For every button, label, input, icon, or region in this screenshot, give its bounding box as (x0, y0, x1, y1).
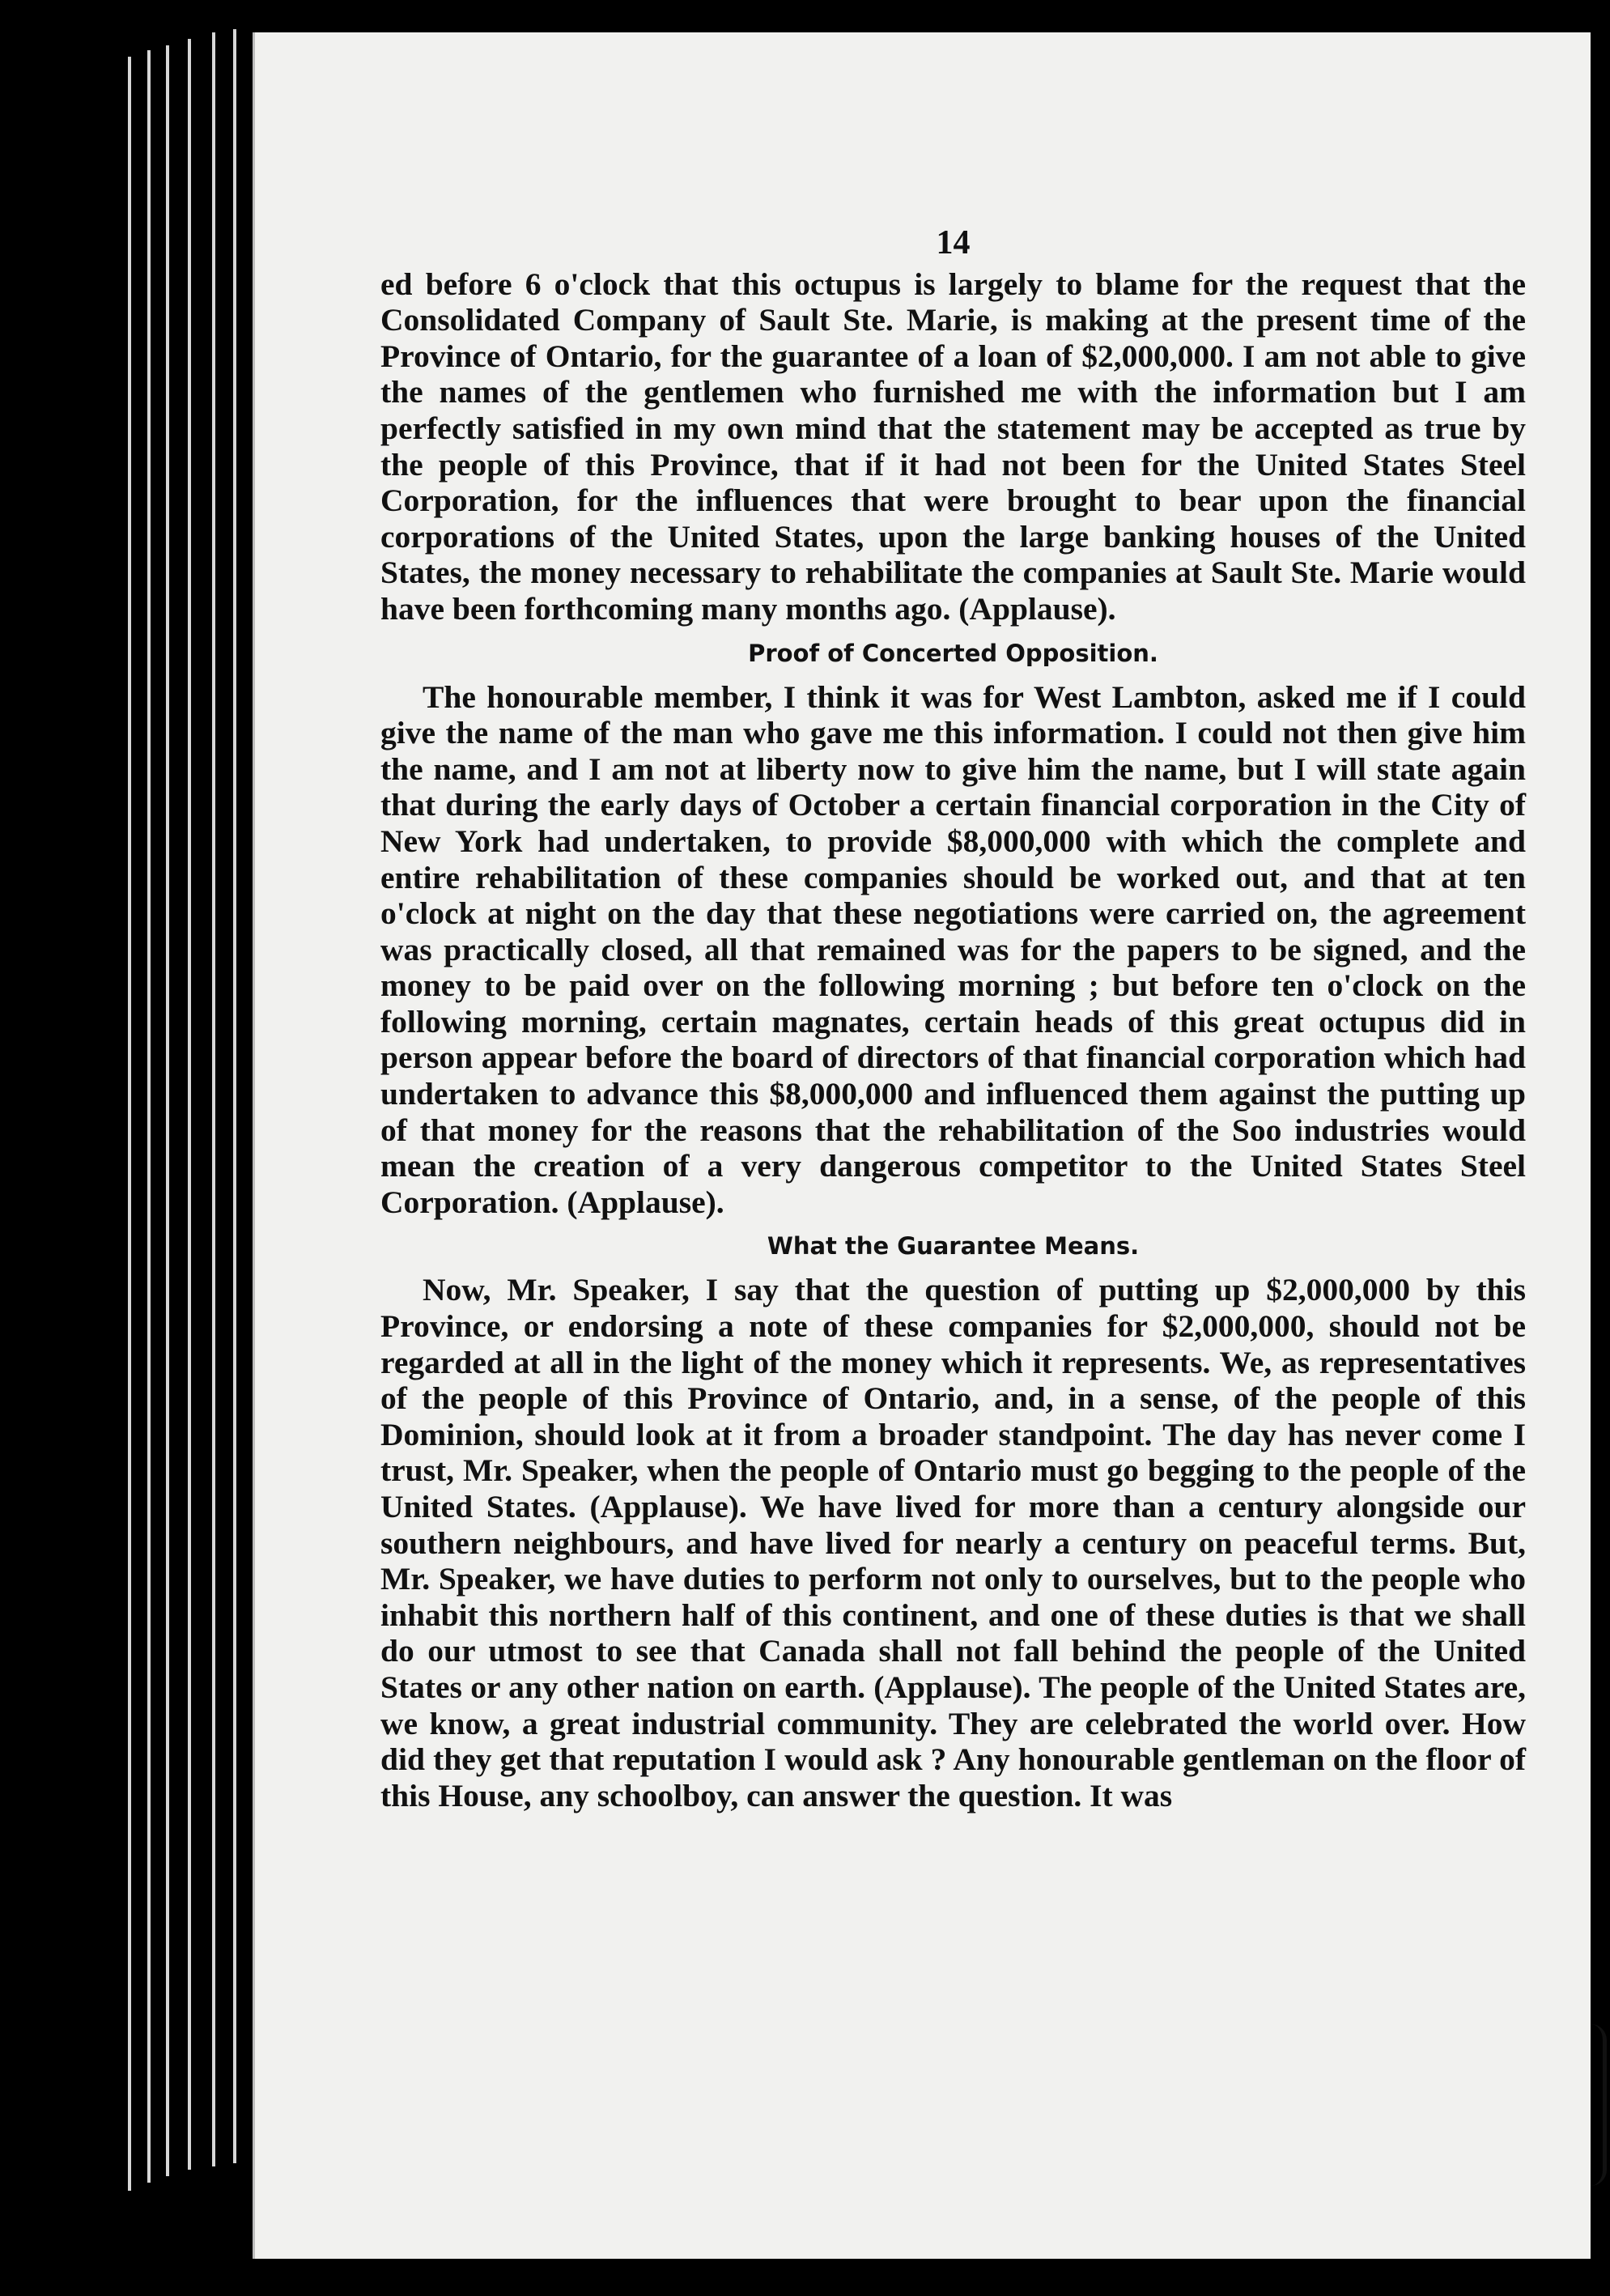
paragraph: Now, Mr. Speaker, I say that the question of putting up $2,000,000 by this Province, or endorsing a note of these companies for $2,000,000, should not be regarded at all in the light of the money which it represents. We, as representatives of the people of this Province of Ontario, and, in a sense, of the people of this Dominion, should look at it from a broader standpoint. The day has never come I trust, Mr. Speaker, when the people of Ontario must go begging to the people of the United States. (Applause). We have lived for more than a century alongside our southern neighbours, and have lived for nearly a century on peaceful terms. But, Mr. Speaker, we have duties to perform not only to ourselves, but to the people who inhabit this northern half of this continent, and one of these duties is that we shall do our utmost to see that Canada shall not fall behind the people of the United States or any other nation on earth. (Applause). The people of the United States are, we know, a great industrial community. They are celebrated the world over. How did they get that reputation I would ask ? Any honourable gentleman on the floor of this House, any schoolboy, can answer the question. It was (380, 1272, 1526, 1813)
document-page (253, 32, 1591, 2259)
page-edge (233, 29, 236, 2163)
scan-bracket-mark (1585, 2024, 1607, 2186)
page-edge (147, 50, 151, 2183)
section-heading-proof-of-concerted-opposition: Proof of Concerted Opposition. (748, 639, 1158, 667)
page-edge (212, 32, 215, 2166)
section-heading-what-the-guarantee-means: What the Guarantee Means. (767, 1232, 1140, 1261)
paragraph: The honourable member, I think it was for West Lambton, asked me if I could give the name of the man who gave me this information. I could not then give him the name, and I am not at liberty now to give him the name, but I will state again that during the early days of October a certain financial corporation in the City of New York had undertaken, to provide $8,000,000 with which the complete and entire rehabilitation of these companies should be worked out, and that at ten o'clock at night on the day that these negotiations were carried on, the agreement was practically closed, all that remained was for the papers to be signed, and the money to be paid over on the following morning ; but before ten o'clock on the following morning, certain magnates, certain heads of this great octupus did in person appear before the board of directors of that financial corporation which had undertaken to advance this $8,000,000 and influenced them against the putting up of that money for the reasons that the rehabilitation of the Soo industries would mean the creation of a very dangerous competitor to the United States Steel Corporation. (Applause). (380, 678, 1526, 1220)
page-edge (166, 45, 169, 2176)
page-body (380, 224, 1526, 1813)
page-edge (128, 57, 131, 2191)
paragraph-continued: ed before 6 o'clock that this octupus is largely to blame for the request that the Consolidated Company of Sault Ste. Marie, is making at the present time of the Province of Ontario, for the guarantee of a loan of $2,000,000. I am not able to give the names of the gentlemen who furnished me with the information but I am perfectly satisfied in my own mind that the statement may be accepted as true by the people of this Province, that if it had not been for the United States Steel Corporation, for the influences that were brought to bear upon the financial corporations of the United States, upon the large banking houses of the United States, the money necessary to rehabilitate the companies at Sault Ste. Marie would have been forthcoming many months ago. (Applause). (380, 266, 1526, 627)
page-number: 14 (936, 224, 971, 261)
page-edge (188, 39, 191, 2170)
